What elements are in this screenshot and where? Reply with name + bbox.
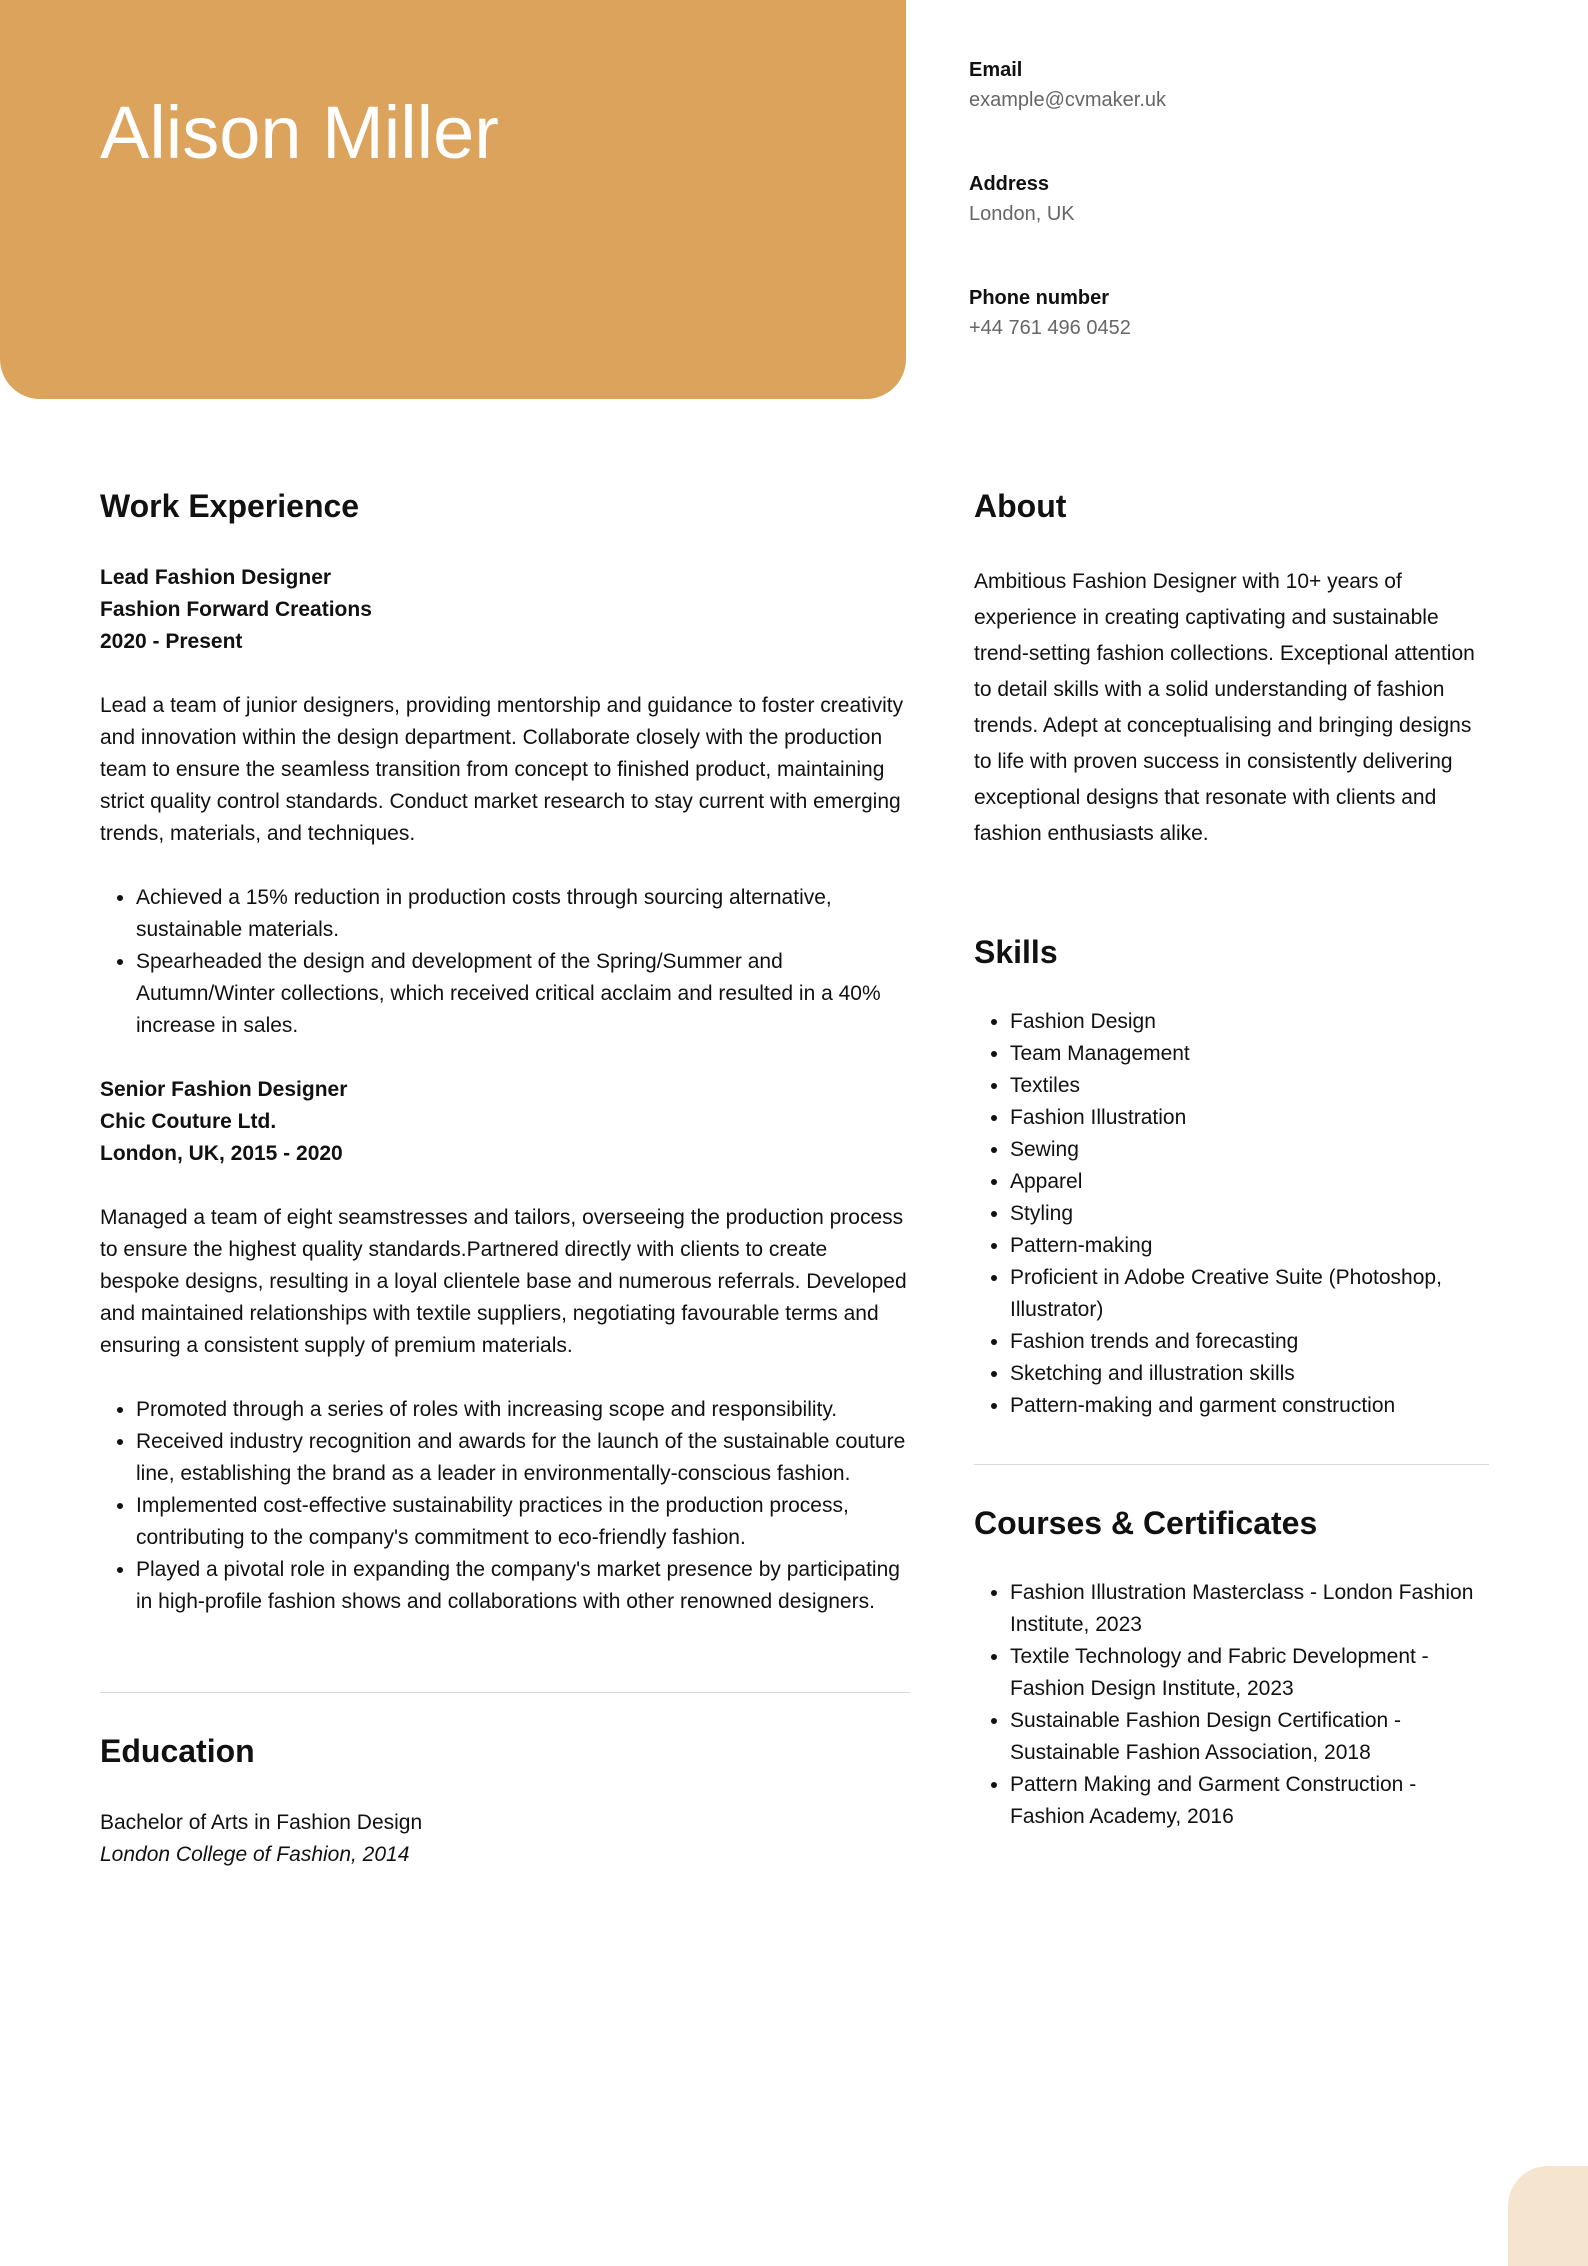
section-divider — [100, 1692, 910, 1693]
list-item: • Team Management — [1010, 1038, 1489, 1070]
list-item: • Styling — [1010, 1198, 1489, 1230]
section-divider — [974, 1464, 1489, 1465]
about-text: Ambitious Fashion Designer with 10+ years of experience in creating captivating and sustainable trend-setting fashion collections. Exceptional attention to detail skills with a solid understanding of fashion trends. Adept at conceptualising and bringing designs to life with proven success in consistently delivering exceptional designs that resonate with clients and fashion enthusiasts alike. — [974, 570, 1475, 845]
contact-info — [969, 56, 1529, 398]
list-item: • Spearheaded the design and development of the Spring/Summer and Autumn/Winter collections, which received critical acclaim and resulted in a 40% increase in sales. — [136, 946, 910, 1042]
work-experience-title: Work Experience — [100, 488, 360, 524]
job-entry — [100, 1074, 910, 1618]
skills-title: Skills — [974, 934, 1058, 970]
left-column — [100, 484, 910, 1871]
job-dates: 2020 - Present — [100, 630, 243, 653]
job-role: Lead Fashion Designer — [100, 566, 332, 589]
job-description: Managed a team of eight seamstresses and tailors, overseeing the production process to ensure the highest quality standards.Partnered directly with clients to create bespoke designs, resulting in a loyal clientele base and numerous referrals. Developed and maintained relationships with textile suppliers, negotiating favourable terms and ensuring a consistent supply of premium materials. — [100, 1206, 907, 1357]
corner-decoration — [1508, 2166, 1588, 2266]
contact-value: London, UK — [969, 203, 1075, 225]
list-item: • Fashion Design — [1010, 1006, 1489, 1038]
list-item: • Textiles — [1010, 1070, 1489, 1102]
candidate-name: Alison Miller — [100, 91, 499, 174]
job-company: Fashion Forward Creations — [100, 598, 372, 621]
contact-value: example@cvmaker.uk — [969, 89, 1167, 111]
job-entry — [100, 562, 910, 1042]
header-banner — [0, 0, 906, 399]
list-item: • Achieved a 15% reduction in production costs through sourcing alternative, sustainable materials. — [136, 882, 910, 946]
job-header — [100, 562, 910, 658]
list-item: • Pattern-making and garment construction — [1010, 1390, 1489, 1422]
contact-label: Phone number — [969, 287, 1110, 309]
list-item: • Fashion Illustration — [1010, 1102, 1489, 1134]
contact-label: Address — [969, 173, 1050, 195]
list-item: • Pattern Making and Garment Construction - Fashion Academy, 2016 — [1010, 1769, 1489, 1833]
job-dates: London, UK, 2015 - 2020 — [100, 1142, 343, 1165]
job-description: Lead a team of junior designers, providing mentorship and guidance to foster creativity and innovation within the design department. Collaborate closely with the production team to ensure the seamless transition from concept to finished product, maintaining strict quality control standards. Conduct market research to stay current with emerging trends, materials, and techniques. — [100, 694, 904, 845]
list-item: • Promoted through a series of roles with increasing scope and responsibility. — [136, 1394, 910, 1426]
job-achievements — [100, 1394, 910, 1618]
right-column — [974, 484, 1489, 1833]
list-item: • Sewing — [1010, 1134, 1489, 1166]
list-item: • Played a pivotal role in expanding the company's market presence by participating in high-profile fashion shows and collaborations with other renowned designers. — [136, 1554, 910, 1618]
job-company: Chic Couture Ltd. — [100, 1110, 277, 1133]
job-role: Senior Fashion Designer — [100, 1078, 348, 1101]
list-item: • Pattern-making — [1010, 1230, 1489, 1262]
contact-phone — [969, 284, 1529, 398]
job-header — [100, 1074, 910, 1170]
contact-address — [969, 170, 1529, 284]
courses-list — [974, 1577, 1489, 1833]
list-item: • Apparel — [1010, 1166, 1489, 1198]
list-item: • Sustainable Fashion Design Certification - Sustainable Fashion Association, 2018 — [1010, 1705, 1489, 1769]
list-item: • Proficient in Adobe Creative Suite (Photoshop, Illustrator) — [1010, 1262, 1489, 1326]
contact-value: +44 761 496 0452 — [969, 317, 1131, 339]
courses-title: Courses & Certificates — [974, 1505, 1318, 1541]
about-title: About — [974, 488, 1067, 524]
list-item: • Sketching and illustration skills — [1010, 1358, 1489, 1390]
skills-list — [974, 1006, 1489, 1422]
education-degree: Bachelor of Arts in Fashion Design — [100, 1811, 423, 1834]
list-item: • Fashion Illustration Masterclass - London Fashion Institute, 2023 — [1010, 1577, 1489, 1641]
contact-email — [969, 56, 1529, 170]
education-school: London College of Fashion, 2014 — [100, 1843, 410, 1866]
list-item: • Fashion trends and forecasting — [1010, 1326, 1489, 1358]
contact-label: Email — [969, 59, 1023, 81]
list-item: • Received industry recognition and awards for the launch of the sustainable couture line, establishing the brand as a leader in environmentally-conscious fashion. — [136, 1426, 910, 1490]
list-item: • Textile Technology and Fabric Development - Fashion Design Institute, 2023 — [1010, 1641, 1489, 1705]
list-item: • Implemented cost-effective sustainability practices in the production process, contributing to the company's commitment to eco-friendly fashion. — [136, 1490, 910, 1554]
job-achievements — [100, 882, 910, 1042]
education-title: Education — [100, 1733, 255, 1769]
education-entry — [100, 1807, 910, 1871]
